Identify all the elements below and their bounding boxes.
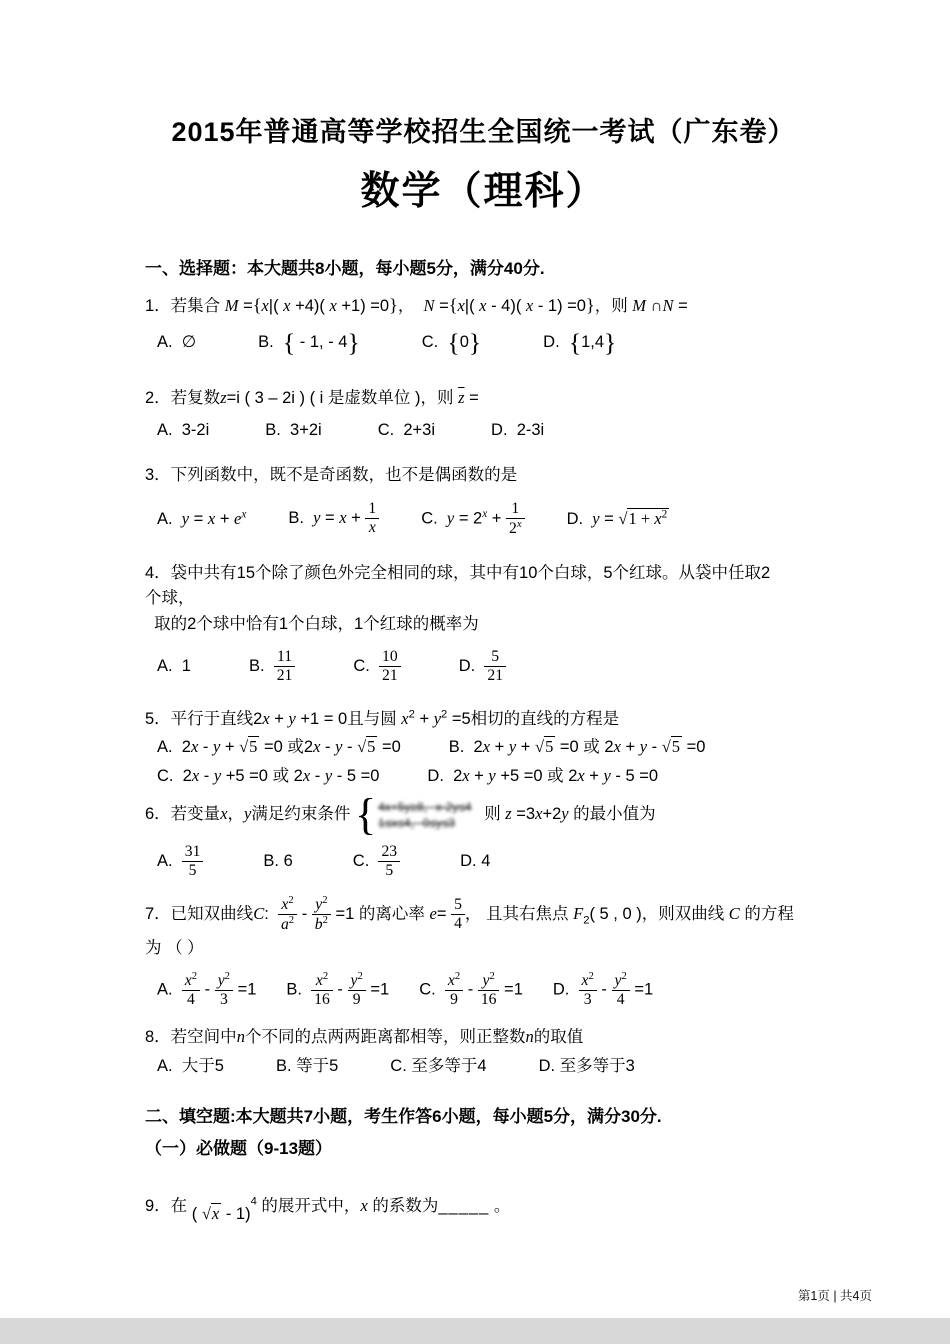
option-b: B. y = x + $\frac{1}{x}$ — [288, 500, 379, 537]
option-b: B. 3+2i — [265, 420, 322, 439]
option-c: C. $\frac{x^2}{9}$ - $\frac{y^2}{16}$ =1 — [419, 970, 523, 1008]
question-5-options-row1 — [145, 734, 822, 761]
question-4-options — [145, 644, 822, 690]
option-a: A. ∅ — [157, 333, 197, 352]
option-c: C. {0} — [421, 328, 482, 358]
option-a: A. $y = x + e^x$ — [157, 508, 247, 528]
section-2-header: 二、填空题:本大题共7小题，考生作答6小题，每小题5分，满分30分. — [145, 1107, 662, 1126]
question-6-options — [145, 839, 822, 885]
question-1-stem: 1．若集合 M ={x|( x +4)( x +1) =0}， N ={x|( x - 4)( x - 1) =0}，则 M ∩N = — [145, 294, 688, 315]
section-1-header: 一、选择题：本大题共8小题，每小题5分，满分40分. — [145, 259, 545, 279]
exam-title: 2015年普通高等学校招生全国统一考试（广东卷） — [171, 117, 796, 147]
option-c: C. $\frac{23}{5}$ — [353, 843, 400, 880]
option-a: A. 大于5 — [157, 1057, 224, 1076]
option-b: B. { - 1, - 4} — [258, 328, 360, 358]
exam-subtitle: 数学（理科） — [360, 169, 607, 213]
option-b: B. 6 — [263, 852, 293, 871]
option-a: A. 3-2i — [157, 420, 210, 439]
option-a: A. $\frac{x^2}{4}$ - $\frac{y^2}{3}$ =1 — [157, 970, 257, 1008]
footer-bar — [0, 1318, 950, 1344]
option-c: C. 2x - y +5 =0 或 2x - y - 5 =0 — [157, 765, 380, 785]
question-3-options — [145, 495, 822, 543]
option-d: D. 4 — [460, 852, 491, 871]
question-6 — [145, 790, 822, 885]
option-d: D. $y = √1 + x^2$ — [566, 508, 668, 528]
option-a: A. 1 — [157, 656, 191, 675]
option-c: C. $\frac{10}{21}$ — [353, 648, 400, 685]
question-7-options — [145, 966, 822, 1014]
question-7-stem-line2: 为 （ ） — [145, 939, 204, 958]
option-d: D. $\frac{5}{21}$ — [459, 648, 506, 685]
option-d: D. 2-3i — [491, 420, 545, 439]
question-5-stem: 5．平行于直线2x + y +1 = 0且与圆 $x^2 + y^2 =5$相切的直线的方程是 — [145, 708, 620, 728]
question-7 — [145, 895, 822, 1014]
option-c: C. 2+3i — [377, 420, 436, 439]
question-4-stem: 4．袋中共有15个除了颜色外完全相同的球，其中有10个白球，5个红球。从袋中任取2 个球， 取的2个球中恰有1个白球，1个红球的概率为 — [145, 563, 771, 633]
question-9-stem: 9．在 ( √x - 1)$^4$ 的展开式中，x 的系数为_____ 。 — [145, 1195, 511, 1223]
option-b: B. $\frac{x^2}{16}$ - $\frac{y^2}{9}$ =1 — [286, 970, 390, 1008]
option-b: B. 等于5 — [275, 1057, 339, 1076]
option-d: D. 至多等于3 — [538, 1057, 635, 1076]
question-8-stem: 8．若空间中n个不同的点两两距离都相等，则正整数n的取值 — [145, 1026, 584, 1046]
question-2 — [145, 385, 822, 443]
option-b: B. $\frac{11}{21}$ — [249, 648, 295, 685]
question-9 — [145, 1193, 822, 1228]
option-d: D. {1,4} — [543, 328, 617, 358]
option-a: A. $\frac{31}{5}$ — [157, 843, 203, 880]
question-6-stem: 6．若变量x，y满足约束条件 { 4x+5y≥8，x-2y≤4 1≤x≤4，0≤y≤3 则 z =3x+2y 的最小值为 — [145, 790, 656, 840]
question-3-stem: 3．下列函数中，既不是奇函数，也不是偶函数的是 — [145, 466, 518, 485]
question-1 — [145, 291, 822, 362]
option-c: C. $y = 2^x$ + $\frac{1}{2^x}$ — [421, 500, 524, 538]
option-a: A. 2x - y + √5 =0 或2x - y - √5 =0 — [157, 737, 401, 757]
option-d: D. $\frac{x^2}{3}$ - $\frac{y^2}{4}$ =1 — [552, 970, 654, 1008]
question-8 — [145, 1024, 822, 1080]
question-2-options — [145, 418, 822, 444]
question-5 — [145, 706, 822, 790]
question-3 — [145, 463, 822, 543]
option-c: C. 至多等于4 — [390, 1057, 487, 1076]
page-number: 第1页 | 共4页 — [797, 1289, 872, 1303]
question-4 — [145, 561, 822, 690]
question-7-stem: 7．已知双曲线C: $\frac{x^2}{a^2}$ - $\frac{y^2}{b^2}$ =1 的离心率 e= $\frac{5}{4}$ ， 且其右焦点 $F_2$( 5 , 0 )，则双曲线 C 的方程 — [145, 894, 794, 934]
option-d: D. 2x + y +5 =0 或 2x + y - 5 =0 — [427, 765, 659, 785]
question-1-options — [145, 325, 822, 361]
question-2-stem: 2．若复数z=i ( 3 – 2i ) ( i 是虚数单位 )，则 $\overline{z}$ = — [145, 388, 479, 408]
option-b: B. 2x + y + √5 =0 或 2x + y - √5 =0 — [448, 737, 706, 757]
question-5-options-row2 — [145, 763, 822, 790]
question-8-options — [145, 1054, 822, 1080]
section-2-subheader: （一）必做题（9-13题） — [145, 1139, 333, 1159]
